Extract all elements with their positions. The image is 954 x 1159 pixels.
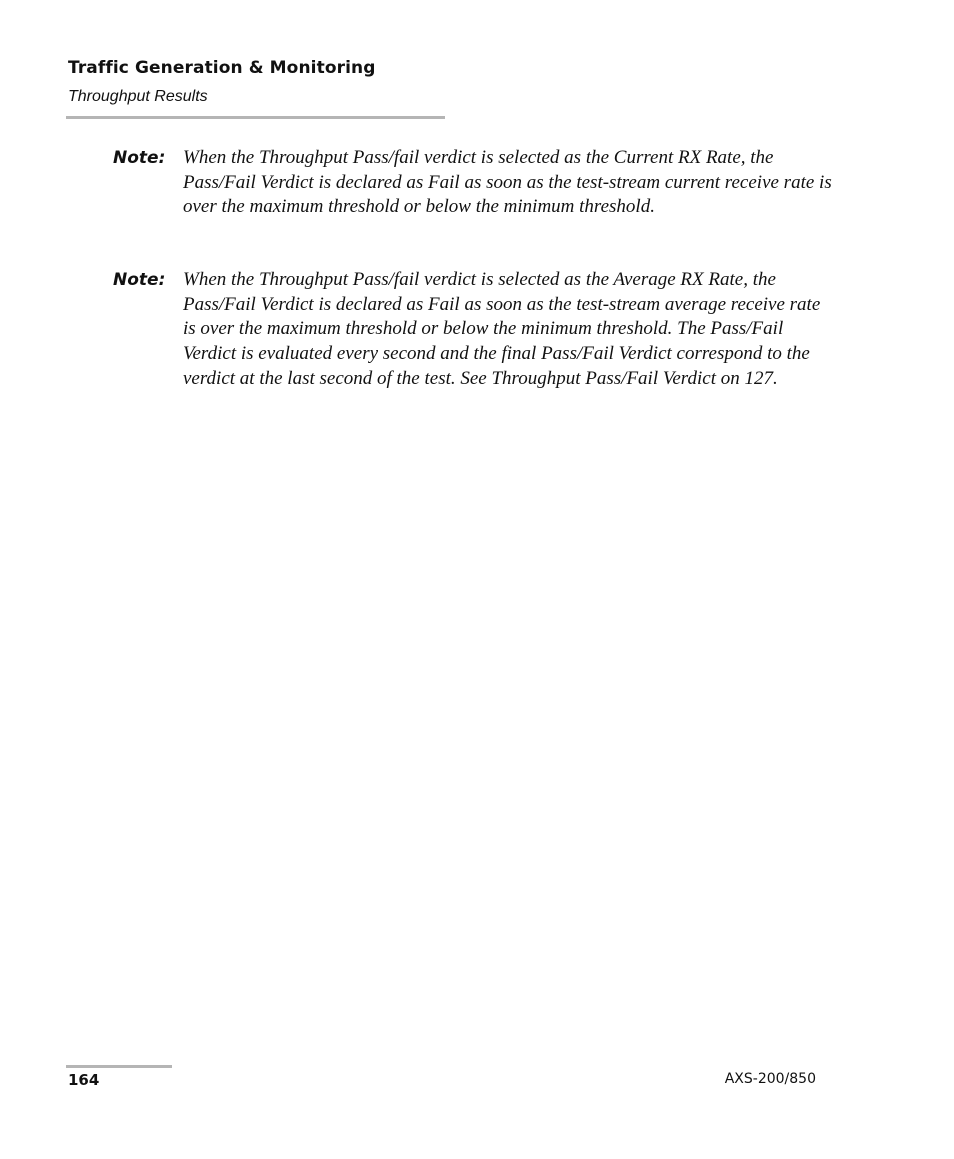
note-text: When the Throughput Pass/fail verdict is selected as the Average RX Rate, the Pass/Fail Verdict is declared as Fail as soon as the test-stream average receive rate is over the maximum threshold or below the minimum threshold. The Pass/Fail Verdict is evaluated every second and the final Pass/Fail Verdict correspond to the verdict at the last second of the test. See Throughput Pass/Fail Verdict on 127. [183, 269, 821, 389]
product-name: AXS-200/850 [724, 1071, 816, 1087]
page-number: 164 [68, 1071, 100, 1089]
running-header-subtitle: Throughput Results [68, 88, 208, 105]
note-label: Note: [113, 270, 166, 290]
running-header-title: Traffic Generation & Monitoring [68, 58, 376, 78]
footer-rule [66, 1065, 172, 1068]
header-rule [66, 116, 445, 119]
note-label: Note: [113, 148, 166, 168]
note-text: When the Throughput Pass/fail verdict is selected as the Current RX Rate, the Pass/Fail Verdict is declared as Fail as soon as the test-stream current receive rate is over the maximum threshold or below the minimum threshold. [183, 147, 832, 218]
